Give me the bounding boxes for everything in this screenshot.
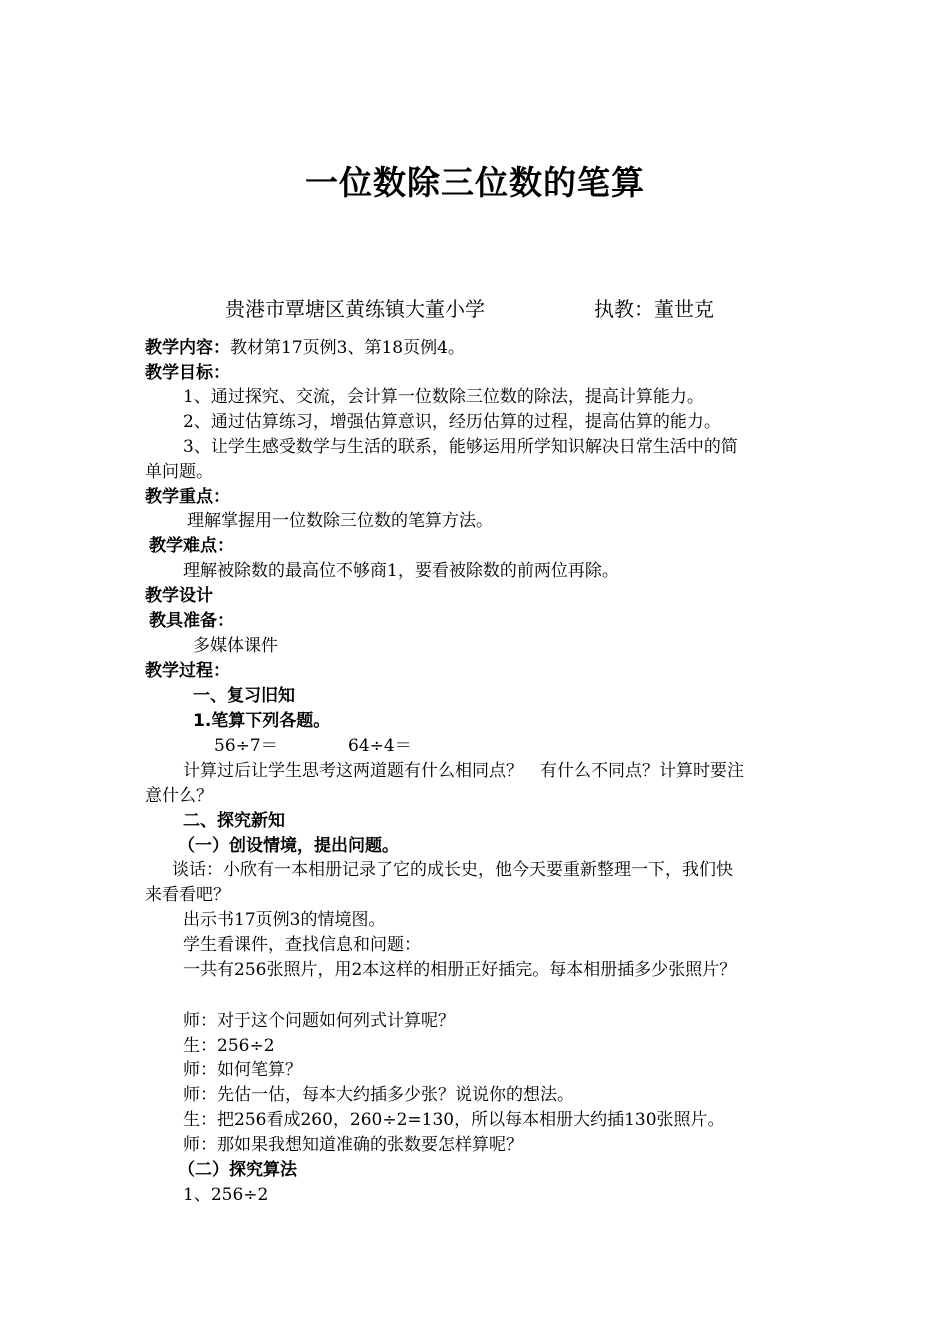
review-question-line1: 计算过后让学生思考这两道题有什么相同点？ 有什么不同点？计算时要注	[183, 761, 744, 781]
goal-3-line1: 3、让学生感受数学与生活的联系，能够运用所学知识解决日常生活中的简	[183, 437, 738, 457]
problem-text: 一共有256张照片，用2本这样的相册正好插完。每本相册插多少张照片？	[183, 960, 737, 980]
dialogue-teacher-2: 师：如何笔算？	[183, 1060, 302, 1080]
key-point-label: 教学重点：	[145, 487, 230, 507]
review-equation-2: 64÷4＝	[348, 736, 412, 756]
scene-heading: （一）创设情境，提出问题。	[178, 836, 399, 856]
content-label: 教学内容：	[145, 338, 230, 358]
difficulty-label: 教学难点：	[149, 536, 234, 556]
explore-heading: 二、探究新知	[183, 811, 285, 831]
content-row	[145, 337, 465, 359]
dialogue-student-1: 生：256÷2	[183, 1036, 275, 1056]
dialogue-teacher-1: 师：对于这个问题如何列式计算呢？	[183, 1011, 455, 1031]
review-equation-1: 56÷7＝	[214, 736, 278, 756]
show-text: 出示书17页例3的情境图。	[183, 910, 386, 930]
review-task: 1.笔算下列各题。	[193, 711, 331, 731]
process-label: 教学过程：	[145, 661, 230, 681]
teacher-name: 执教：董世克	[594, 297, 714, 321]
review-heading: 一、复习旧知	[193, 686, 295, 706]
difficulty-text: 理解被除数的最高位不够商1，要看被除数的前两位再除。	[183, 561, 619, 581]
talk-line1: 谈话：小欣有一本相册记录了它的成长史，他今天要重新整理一下，我们快	[172, 860, 733, 880]
method-heading: （二）探究算法	[178, 1160, 297, 1180]
method-item-1: 1、256÷2	[183, 1185, 269, 1205]
design-label: 教学设计	[145, 586, 213, 606]
dialogue-teacher-3: 师：先估一估，每本大约插多少张？说说你的想法。	[183, 1085, 574, 1105]
talk-line2: 来看看吧？	[145, 885, 230, 905]
document-title: 一位数除三位数的笔算	[305, 163, 645, 202]
tools-label: 教具准备：	[149, 611, 234, 631]
student-look: 学生看课件，查找信息和问题：	[183, 935, 421, 955]
school-name: 贵港市覃塘区黄练镇大董小学	[225, 297, 485, 321]
goal-1: 1、通过探究、交流，会计算一位数除三位数的除法，提高计算能力。	[183, 387, 704, 407]
dialogue-teacher-4: 师：那如果我想知道准确的张数要怎样算呢？	[183, 1135, 523, 1155]
goal-3-line2: 单问题。	[145, 462, 213, 482]
review-question-line2: 意什么？	[145, 786, 213, 806]
goals-label: 教学目标：	[145, 363, 230, 383]
goal-2: 2、通过估算练习，增强估算意识，经历估算的过程，提高估算的能力。	[183, 412, 721, 432]
tools-text: 多媒体课件	[193, 636, 278, 656]
key-point-text: 理解掌握用一位数除三位数的笔算方法。	[187, 511, 493, 531]
content-text: 教材第17页例3、第18页例4。	[230, 338, 465, 358]
dialogue-student-2: 生：把256看成260，260÷2=130，所以每本相册大约插130张照片。	[183, 1110, 725, 1130]
